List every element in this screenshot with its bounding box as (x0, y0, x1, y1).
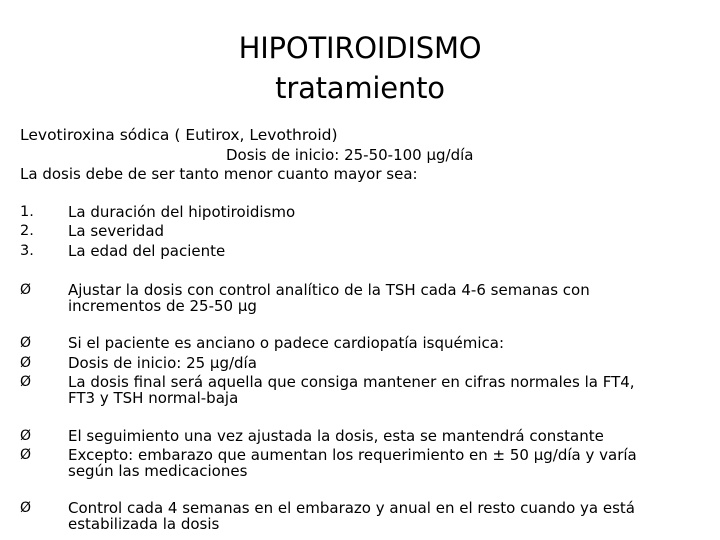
list-number: 3. (20, 243, 34, 259)
bullet-followup: El seguimiento una vez ajustada la dosis, esta se mantendrá constante (68, 427, 604, 445)
arrow-bullet-icon: Ø (20, 355, 32, 371)
bullet-adjust-line2: incrementos de 25-50 µg (68, 297, 257, 315)
initial-dose: Dosis de inicio: 25-50-100 µg/día (226, 146, 474, 164)
arrow-bullet-icon: Ø (20, 335, 32, 351)
arrow-bullet-icon: Ø (20, 500, 32, 516)
slide-title: HIPOTIROIDISMO (238, 31, 482, 65)
bullet-control-line1: Control cada 4 semanas en el embarazo y anual en el resto cuando ya está (68, 499, 635, 517)
arrow-bullet-icon: Ø (20, 447, 32, 463)
arrow-bullet-icon: Ø (20, 374, 32, 390)
slide-subtitle: tratamiento (275, 71, 445, 105)
bullet-control-line2: estabilizada la dosis (68, 515, 220, 533)
bullet-adjust-line1: Ajustar la dosis con control analítico de la TSH cada 4-6 semanas con (68, 281, 590, 299)
bullet-elderly-dose: Dosis de inicio: 25 µg/día (68, 354, 257, 372)
bullet-final-line1: La dosis final será aquella que consiga mantener en cifras normales la FT4, (68, 373, 635, 391)
bullet-elderly: Si el paciente es anciano o padece cardiopatía isquémica: (68, 334, 505, 352)
list-item-severity: La severidad (68, 222, 165, 240)
arrow-bullet-icon: Ø (20, 282, 32, 298)
list-item-age: La edad del paciente (68, 242, 226, 260)
bullet-exception-line2: según las medicaciones (68, 462, 248, 480)
bullet-final-line2: FT3 y TSH normal-baja (68, 389, 239, 407)
drug-name: Levotiroxina sódica ( Eutirox, Levothroid) (20, 126, 338, 144)
list-number: 1. (20, 204, 34, 220)
dose-note: La dosis debe de ser tanto menor cuanto mayor sea: (20, 165, 418, 183)
arrow-bullet-icon: Ø (20, 428, 32, 444)
list-item-duration: La duración del hipotiroidismo (68, 203, 296, 221)
bullet-exception-line1: Excepto: embarazo que aumentan los requerimiento en ± 50 µg/día y varía (68, 446, 637, 464)
list-number: 2. (20, 223, 34, 239)
